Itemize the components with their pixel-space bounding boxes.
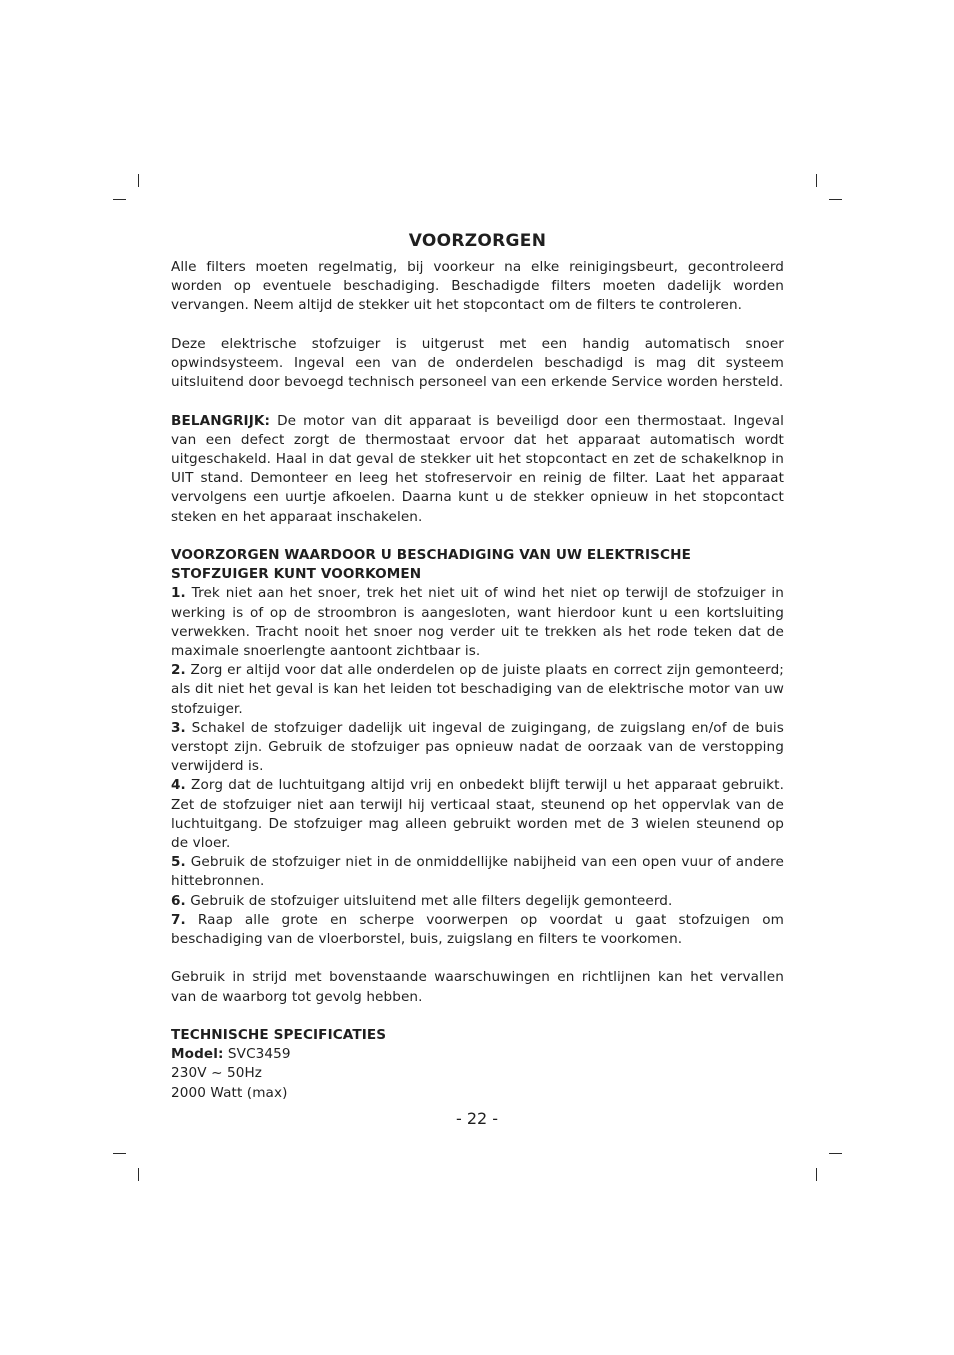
precaution-number: 3. — [171, 719, 186, 736]
precaution-number: 5. — [171, 854, 186, 871]
specs-power: 2000 Watt (max) — [171, 1084, 288, 1101]
specs-voltage: 230V ~ 50Hz — [171, 1065, 263, 1082]
cord-rewind-paragraph: Deze elektrische stofzuiger is uitgerust met een handig automatisch snoer opwindsysteem. Ingeval een van de onderdelen beschadigd is mag dit systeem uitsluitend door bevoegd technisch personeel van een erkende Service worden hersteld. — [171, 335, 784, 391]
page-title: VOORZORGEN — [408, 231, 547, 251]
important-label: BELANGRIJK: — [171, 412, 271, 429]
precaution-item-2: 2. Zorg er altijd voor dat alle onderdelen op de juiste plaats en correct zijn gemonteerd; als dit niet het geval is kan het leiden tot beschadiging van de elektrische motor van uw stofzuiger. — [171, 662, 784, 717]
precaution-number: 1. — [171, 585, 186, 602]
crop-mark-top-right-v — [816, 174, 817, 187]
crop-mark-top-left-h — [113, 199, 126, 200]
crop-mark-top-left-v — [138, 174, 139, 187]
crop-mark-bottom-right-v — [816, 1168, 817, 1181]
crop-mark-bottom-left-h — [113, 1153, 126, 1154]
crop-mark-top-right-h — [829, 199, 842, 200]
page-number: - 22 - — [455, 1109, 499, 1128]
precaution-item-7: 7. Raap alle grote en scherpe voorwerpen op voordat u gaat stofzuigen om beschadiging van de vloerborstel, buis, zuigslang en filters te voorkomen. — [171, 911, 784, 948]
model-label: Model: — [171, 1046, 224, 1063]
precaution-item-5: 5. Gebruik de stofzuiger niet in de onmiddellijke nabijheid van een open vuur of andere hittebronnen. — [171, 854, 784, 890]
precaution-number: 6. — [171, 892, 186, 909]
precaution-number: 4. — [171, 777, 186, 794]
precaution-item-6: 6. Gebruik de stofzuiger uitsluitend met alle filters degelijk gemonteerd. — [171, 892, 673, 909]
warranty-paragraph: Gebruik in strijd met bovenstaande waarschuwingen en richtlijnen kan het vervallen van de waarborg tot gevolg hebben. — [171, 969, 784, 1005]
specs-heading: TECHNISCHE SPECIFICATIES — [171, 1027, 387, 1044]
page-content — [171, 229, 784, 1103]
crop-mark-bottom-right-h — [829, 1153, 842, 1154]
precautions-heading: VOORZORGEN WAARDOOR U BESCHADIGING VAN UW ELEKTRISCHE STOFZUIGER KUNT VOORKOMEN — [171, 547, 691, 583]
crop-mark-bottom-left-v — [138, 1168, 139, 1181]
specs-model — [171, 1045, 784, 1064]
important-paragraph — [171, 412, 784, 527]
precaution-item-1: 1. Trek niet aan het snoer, trek het niet uit of wind het niet op terwijl de stofzuiger in werking is of op de stroombron is aangesloten, want hierdoor kunt u een kortsluiting verwekken. Tracht nooit het snoer nog verder uit te trekken als het rode teken dat de maximale snoerlengte aantoont zichtbaar is. — [171, 585, 784, 660]
precaution-item-3: 3. Schakel de stofzuiger dadelijk uit ingeval de zuigingang, de zuigslang en/of de buis verstopt zijn. Gebruik de stofzuiger pas opnieuw nadat de oorzaak van de verstopping verwijderd is. — [171, 719, 784, 775]
precaution-number: 7. — [171, 911, 186, 928]
precaution-item-4: 4. Zorg dat de luchtuitgang altijd vrij en onbedekt blijft terwijl u het apparaat gebruikt. Zet de stofzuiger niet aan terwijl hij verticaal staat, steunend op het oppervlak van de luchtuitgang. De stofzuiger mag alleen gebruikt worden met de 3 wielen steunend op de vloer. — [171, 777, 784, 852]
model-value: SVC3459 — [223, 1046, 291, 1063]
important-text: De motor van dit apparaat is beveiligd door een thermostaat. Ingeval van een defect zorgt de thermostaat ervoor dat het apparaat automatisch wordt uitgeschakeld. Haal in dat geval de stekker uit het stopcontact en zet de schakelknop in UIT stand. Demonteer en leeg het stofreservoir en reinig de filter. Laat het apparaat vervolgens een uurtje afkoelen. Daarna kunt u de stekker opnieuw in het stopcontact steken en het apparaat inschakelen. — [171, 412, 784, 525]
filters-paragraph: Alle filters moeten regelmatig, bij voorkeur na elke reinigingsbeurt, gecontroleerd worden op eventuele beschadiging. Beschadigde filters moeten dadelijk worden vervangen. Neem altijd de stekker uit het stopcontact om de filters te controleren. — [171, 259, 784, 314]
precaution-number: 2. — [171, 662, 186, 679]
